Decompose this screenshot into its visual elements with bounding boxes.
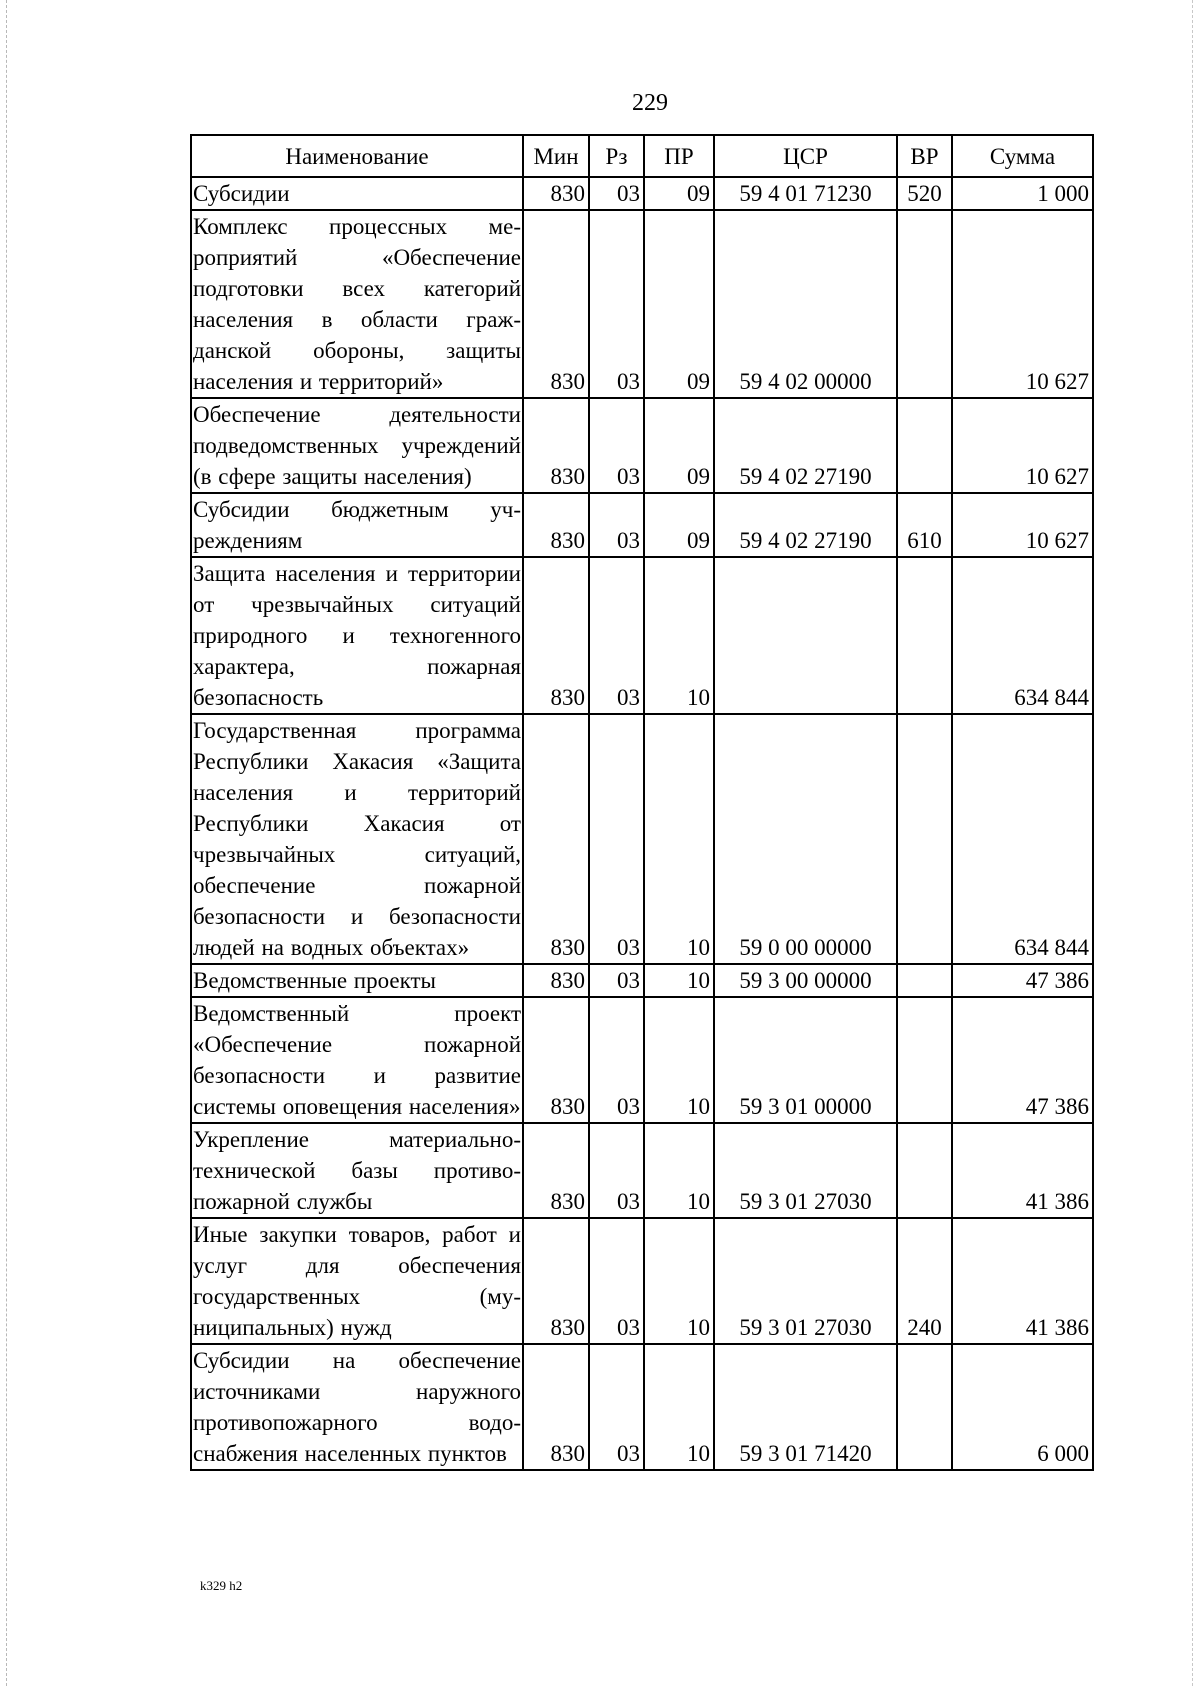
cell-min: 830 bbox=[523, 964, 589, 997]
cell-rz: 03 bbox=[589, 1123, 644, 1218]
table-header bbox=[191, 135, 1093, 177]
cell-sum: 6 000 bbox=[952, 1344, 1093, 1470]
cell-name: Комплекс процессных мероприятий «Обеспечение подготовки всех категорий населения в области гражданской обороны, защиты населения и территорий» bbox=[191, 210, 523, 398]
cell-pr: 10 bbox=[644, 557, 714, 714]
header-rz: Рз bbox=[589, 135, 644, 177]
cell-csr: 59 3 01 71420 bbox=[714, 1344, 897, 1470]
cell-min: 830 bbox=[523, 714, 589, 964]
cell-pr: 10 bbox=[644, 1123, 714, 1218]
cell-min: 830 bbox=[523, 210, 589, 398]
cell-csr: 59 3 01 27030 bbox=[714, 1218, 897, 1344]
cell-rz: 03 bbox=[589, 964, 644, 997]
cell-name: Субсидии бюджетным учреждениям bbox=[191, 493, 523, 557]
cell-vr bbox=[897, 557, 952, 714]
cell-name: Укрепление материально-технической базы противопожарной службы bbox=[191, 1123, 523, 1218]
table-row bbox=[191, 964, 1093, 997]
page-number: 229 bbox=[632, 90, 668, 116]
cell-pr: 10 bbox=[644, 964, 714, 997]
cell-min: 830 bbox=[523, 1344, 589, 1470]
cell-vr: 610 bbox=[897, 493, 952, 557]
header-row bbox=[191, 135, 1093, 177]
cell-vr: 520 bbox=[897, 177, 952, 210]
cell-csr: 59 3 01 00000 bbox=[714, 997, 897, 1123]
cell-min: 830 bbox=[523, 1123, 589, 1218]
table-row bbox=[191, 714, 1093, 964]
cell-sum: 10 627 bbox=[952, 493, 1093, 557]
cell-name: Государственная программа Республики Хакасия «Защита населения и территорий Республики Хакасия от чрезвычайных ситуаций, обеспечение пожарной безопасности и безопасности людей на водных объектах» bbox=[191, 714, 523, 964]
cell-rz: 03 bbox=[589, 1344, 644, 1470]
cell-sum: 634 844 bbox=[952, 714, 1093, 964]
table-row bbox=[191, 177, 1093, 210]
cell-sum: 634 844 bbox=[952, 557, 1093, 714]
table-row bbox=[191, 1218, 1093, 1344]
cell-name: Субсидии bbox=[191, 177, 523, 210]
cell-pr: 09 bbox=[644, 398, 714, 493]
cell-min: 830 bbox=[523, 997, 589, 1123]
cell-vr bbox=[897, 1123, 952, 1218]
cell-csr: 59 4 02 00000 bbox=[714, 210, 897, 398]
cell-pr: 10 bbox=[644, 714, 714, 964]
cell-pr: 10 bbox=[644, 997, 714, 1123]
cell-vr bbox=[897, 210, 952, 398]
cell-pr: 09 bbox=[644, 177, 714, 210]
table-row bbox=[191, 210, 1093, 398]
cell-sum: 41 386 bbox=[952, 1123, 1093, 1218]
header-csr: ЦСР bbox=[714, 135, 897, 177]
cell-csr: 59 4 02 27190 bbox=[714, 493, 897, 557]
cell-pr: 09 bbox=[644, 210, 714, 398]
scan-edge-right bbox=[1192, 0, 1193, 1686]
header-sum: Сумма bbox=[952, 135, 1093, 177]
cell-name: Субсидии на обеспечение источниками наружного противопожарного водоснабжения населенных пунктов bbox=[191, 1344, 523, 1470]
table-row bbox=[191, 997, 1093, 1123]
cell-min: 830 bbox=[523, 398, 589, 493]
cell-sum: 41 386 bbox=[952, 1218, 1093, 1344]
cell-rz: 03 bbox=[589, 398, 644, 493]
cell-rz: 03 bbox=[589, 997, 644, 1123]
footer-code: k329 h2 bbox=[200, 1578, 243, 1593]
cell-name: Иные закупки товаров, работ и услуг для обеспечения государственных (муниципальных) нужд bbox=[191, 1218, 523, 1344]
cell-sum: 47 386 bbox=[952, 997, 1093, 1123]
cell-vr bbox=[897, 1344, 952, 1470]
cell-csr: 59 4 02 27190 bbox=[714, 398, 897, 493]
cell-vr bbox=[897, 964, 952, 997]
cell-rz: 03 bbox=[589, 493, 644, 557]
cell-csr bbox=[714, 557, 897, 714]
cell-vr: 240 bbox=[897, 1218, 952, 1344]
cell-pr: 10 bbox=[644, 1218, 714, 1344]
cell-name: Ведомственный проект «Обеспечение пожарной безопасности и развитие системы оповещения населения» bbox=[191, 997, 523, 1123]
table-row bbox=[191, 398, 1093, 493]
cell-name: Обеспечение деятельности подведомственных учреждений (в сфере защиты населения) bbox=[191, 398, 523, 493]
cell-sum: 47 386 bbox=[952, 964, 1093, 997]
table-row bbox=[191, 493, 1093, 557]
table-row bbox=[191, 1123, 1093, 1218]
cell-rz: 03 bbox=[589, 714, 644, 964]
cell-csr: 59 0 00 00000 bbox=[714, 714, 897, 964]
cell-vr bbox=[897, 398, 952, 493]
cell-sum: 10 627 bbox=[952, 398, 1093, 493]
cell-sum: 1 000 bbox=[952, 177, 1093, 210]
header-name: Наименование bbox=[191, 135, 523, 177]
header-min: Мин bbox=[523, 135, 589, 177]
cell-sum: 10 627 bbox=[952, 210, 1093, 398]
cell-csr: 59 3 01 27030 bbox=[714, 1123, 897, 1218]
cell-vr bbox=[897, 714, 952, 964]
header-vr: ВР bbox=[897, 135, 952, 177]
cell-rz: 03 bbox=[589, 177, 644, 210]
cell-min: 830 bbox=[523, 177, 589, 210]
cell-rz: 03 bbox=[589, 210, 644, 398]
cell-name: Ведомственные проекты bbox=[191, 964, 523, 997]
cell-rz: 03 bbox=[589, 557, 644, 714]
cell-rz: 03 bbox=[589, 1218, 644, 1344]
budget-table bbox=[190, 134, 1094, 1471]
cell-min: 830 bbox=[523, 493, 589, 557]
cell-name: Защита населения и территории от чрезвычайных ситуаций природного и техногенного характера, пожарная безопасность bbox=[191, 557, 523, 714]
cell-csr: 59 4 01 71230 bbox=[714, 177, 897, 210]
cell-pr: 09 bbox=[644, 493, 714, 557]
scan-edge-left bbox=[6, 0, 7, 1686]
cell-vr bbox=[897, 997, 952, 1123]
table-row bbox=[191, 1344, 1093, 1470]
table-row bbox=[191, 557, 1093, 714]
cell-pr: 10 bbox=[644, 1344, 714, 1470]
header-pr: ПР bbox=[644, 135, 714, 177]
cell-min: 830 bbox=[523, 557, 589, 714]
table-body bbox=[191, 177, 1093, 1470]
cell-csr: 59 3 00 00000 bbox=[714, 964, 897, 997]
cell-min: 830 bbox=[523, 1218, 589, 1344]
